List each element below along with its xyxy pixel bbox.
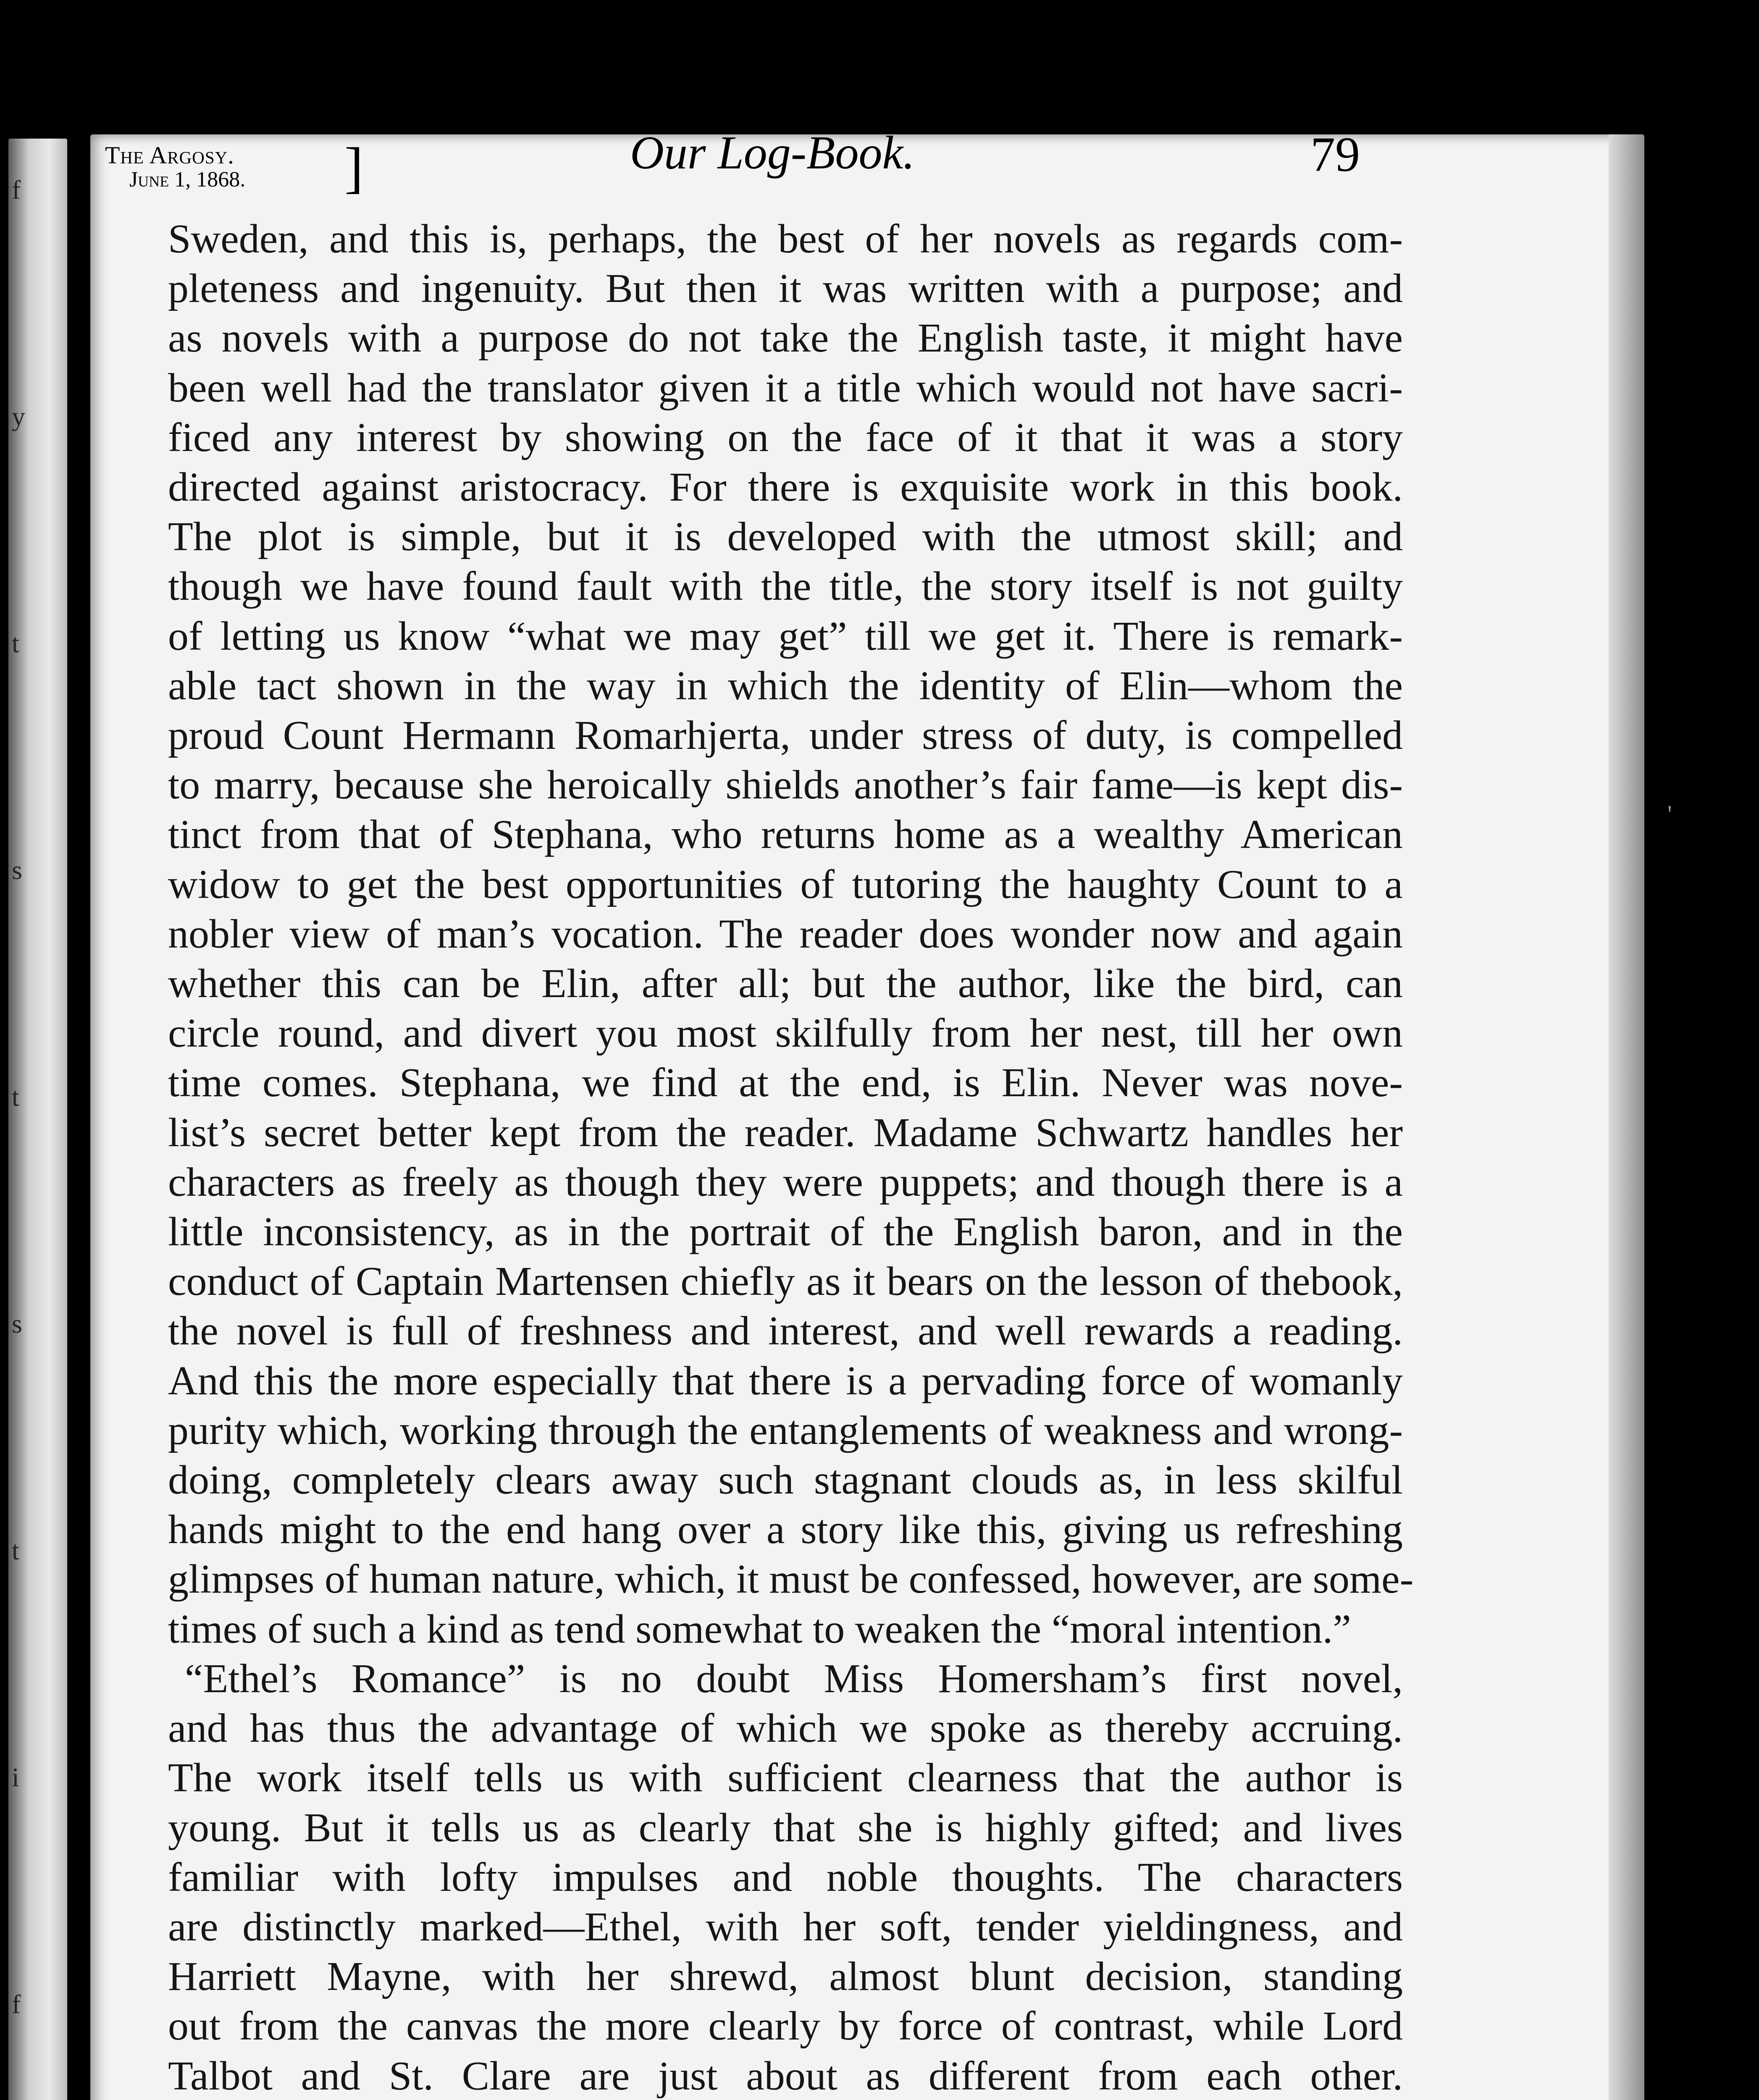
text-line: directed against aristocracy. For there is exquisite work in this book. xyxy=(168,465,1403,510)
text-line: Sweden, and this is, perhaps, the best of her novels as regards com- xyxy=(168,216,1403,262)
adjacent-page-letter: s xyxy=(12,855,22,885)
article-body xyxy=(168,214,1414,2100)
text-line: are distinctly marked—Ethel, with her soft, tender yieldingness, and xyxy=(168,1904,1403,1950)
text-line: purity which, working through the entanglements of weakness and wrong- xyxy=(168,1407,1403,1453)
text-line: The work itself tells us with sufficient clearness that the author is xyxy=(168,1755,1403,1801)
adjacent-page-letter: t xyxy=(12,1082,19,1112)
text-line: out from the canvas the more clearly by force of contrast, while Lord xyxy=(168,2003,1403,2049)
text-line: whether this can be Elin, after all; but the author, like the bird, can xyxy=(168,961,1403,1007)
text-line: little inconsistency, as in the portrait of the English baron, and in the xyxy=(168,1209,1403,1255)
text-line: And this the more especially that there is a pervading force of womanly xyxy=(168,1358,1403,1404)
text-line: glimpses of human nature, which, it must be confessed, however, are some- xyxy=(168,1557,1414,1602)
text-line: Harriett Mayne, with her shrewd, almost blunt decision, standing xyxy=(168,1954,1403,2000)
text-line: been well had the translator given it a title which would not have sacri- xyxy=(168,365,1403,411)
adjacent-page-letter: s xyxy=(12,1309,22,1339)
text-line: times of such a kind as tend somewhat to weaken the “moral intention.” xyxy=(168,1606,1351,1652)
text-line: “Ethel’s Romance” is no doubt Miss Homersham’s first novel, xyxy=(185,1656,1403,1701)
text-line: list’s secret better kept from the reader. Madame Schwartz handles her xyxy=(168,1110,1403,1155)
text-line: pleteness and ingenuity. But then it was written with a purpose; and xyxy=(168,266,1403,312)
text-line: Talbot and St. Clare are just about as different from each other. xyxy=(168,2053,1403,2099)
text-line: to marry, because she heroically shields another’s fair fame—is kept dis- xyxy=(168,762,1403,808)
header-publication xyxy=(105,143,245,191)
text-line: time comes. Stephana, we find at the end, is Elin. Never was nove- xyxy=(168,1060,1403,1106)
text-line: circle round, and divert you most skilfully from her nest, till her own xyxy=(168,1011,1403,1056)
text-line: ficed any interest by showing on the face of it that it was a story xyxy=(168,415,1403,460)
adjacent-page-letter: t xyxy=(12,1536,19,1565)
text-line: widow to get the best opportunities of tutoring the haughty Count to a xyxy=(168,861,1403,907)
adjacent-page-letter: f xyxy=(12,176,21,205)
page-number: 79 xyxy=(1310,127,1360,182)
adjacent-page-letter: i xyxy=(12,1762,19,1792)
text-line: doing, completely clears away such stagnant clouds as, in less skilful xyxy=(168,1457,1403,1503)
page-title: Our Log-Book. xyxy=(630,127,915,179)
text-line: and has thus the advantage of which we spoke as thereby accruing. xyxy=(168,1706,1403,1751)
text-line: hands might to the end hang over a story like this, giving us refreshing xyxy=(168,1507,1403,1553)
text-line: the novel is full of freshness and interest, and well rewards a reading. xyxy=(168,1308,1403,1354)
text-line: characters as freely as though they were puppets; and though there is a xyxy=(168,1159,1403,1205)
text-line: of letting us know “what we may get” till we get it. There is remark- xyxy=(168,613,1403,659)
adjacent-page-letter: y xyxy=(12,402,25,431)
text-line: conduct of Captain Martensen chiefly as it bears on the lesson of thebook, xyxy=(168,1259,1403,1305)
text-line: proud Count Hermann Romarhjerta, under stress of duty, is compelled xyxy=(168,713,1403,759)
text-line: though we have found fault with the title, the story itself is not guilty xyxy=(168,564,1403,609)
text-line: nobler view of man’s vocation. The reader does wonder now and again xyxy=(168,911,1403,957)
adjacent-page-letter: t xyxy=(12,628,19,658)
header-bracket: ] xyxy=(344,136,363,199)
text-line: familiar with lofty impulses and noble thoughts. The characters xyxy=(168,1854,1403,1900)
header-journal: The Argosy. xyxy=(105,142,234,169)
text-line: able tact shown in the way in which the identity of Elin—whom the xyxy=(168,663,1403,709)
text-line: young. But it tells us as clearly that she is highly gifted; and lives xyxy=(168,1805,1403,1851)
text-line: The plot is simple, but it is developed with the utmost skill; and xyxy=(168,514,1403,560)
header-date: June 1, 1868. xyxy=(129,167,246,192)
margin-mark: ' xyxy=(1667,801,1672,828)
page-gutter-shadow xyxy=(1609,134,1644,2100)
adjacent-page-letters xyxy=(12,176,29,2100)
text-line: as novels with a purpose do not take the English taste, it might have xyxy=(168,315,1403,361)
text-line: tinct from that of Stephana, who returns home as a wealthy American xyxy=(168,812,1403,858)
adjacent-page-letter: f xyxy=(12,1989,21,2019)
